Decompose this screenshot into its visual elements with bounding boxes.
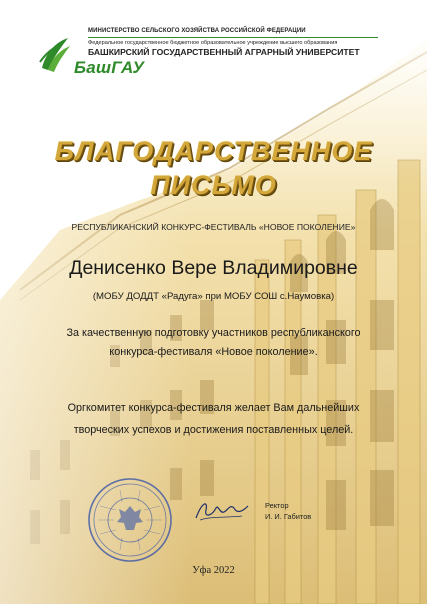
- institution-type: Федеральное государственное бюджетное образовательное учреждение высшего образования: [88, 40, 338, 46]
- signatory-title: Ректор: [265, 501, 289, 510]
- body-line-3: Оргкомитет конкурса-фестиваля желает Вам дальнейших: [67, 402, 360, 414]
- place-and-year: Уфа 2022: [192, 565, 235, 576]
- brand-logo-text: БашГАУ: [74, 58, 145, 77]
- certificate-title-line2: ПИСЬМО: [150, 170, 277, 200]
- body-line-4: творческих успехов и достижения поставленных целей.: [73, 424, 354, 436]
- official-stamp-icon: [86, 476, 174, 564]
- university-name: БАШКИРСКИЙ ГОСУДАРСТВЕННЫЙ АГРАРНЫЙ УНИВЕРСИТЕТ: [88, 47, 360, 57]
- recipient-organization: (МОБУ ДОДДТ «Радуга» при МОБУ СОШ с.Наумовка): [92, 291, 335, 302]
- university-header: [38, 28, 398, 78]
- recipient-name: Денисенко Вере Владимировне: [69, 257, 358, 279]
- ministry-name: МИНИСТЕРСТВО СЕЛЬСКОГО ХОЗЯЙСТВА РОССИЙСКОЙ ФЕДЕРАЦИИ: [88, 28, 306, 34]
- body-line-2: конкурса-фестиваля «Новое поколение».: [109, 346, 318, 358]
- rector-signature: [192, 496, 252, 526]
- signatory-name: И. И. Габитов: [265, 512, 312, 521]
- body-line-1: За качественную подготовку участников республиканского: [66, 327, 361, 339]
- header-divider: [88, 37, 378, 38]
- wheat-logo-icon: [38, 34, 72, 74]
- certificate-title-line1: БЛАГОДАРСТВЕННОЕ: [54, 136, 373, 166]
- contest-name: РЕСПУБЛИКАНСКИЙ КОНКУРС-ФЕСТИВАЛЬ «НОВОЕ ПОКОЛЕНИЕ»: [71, 222, 356, 232]
